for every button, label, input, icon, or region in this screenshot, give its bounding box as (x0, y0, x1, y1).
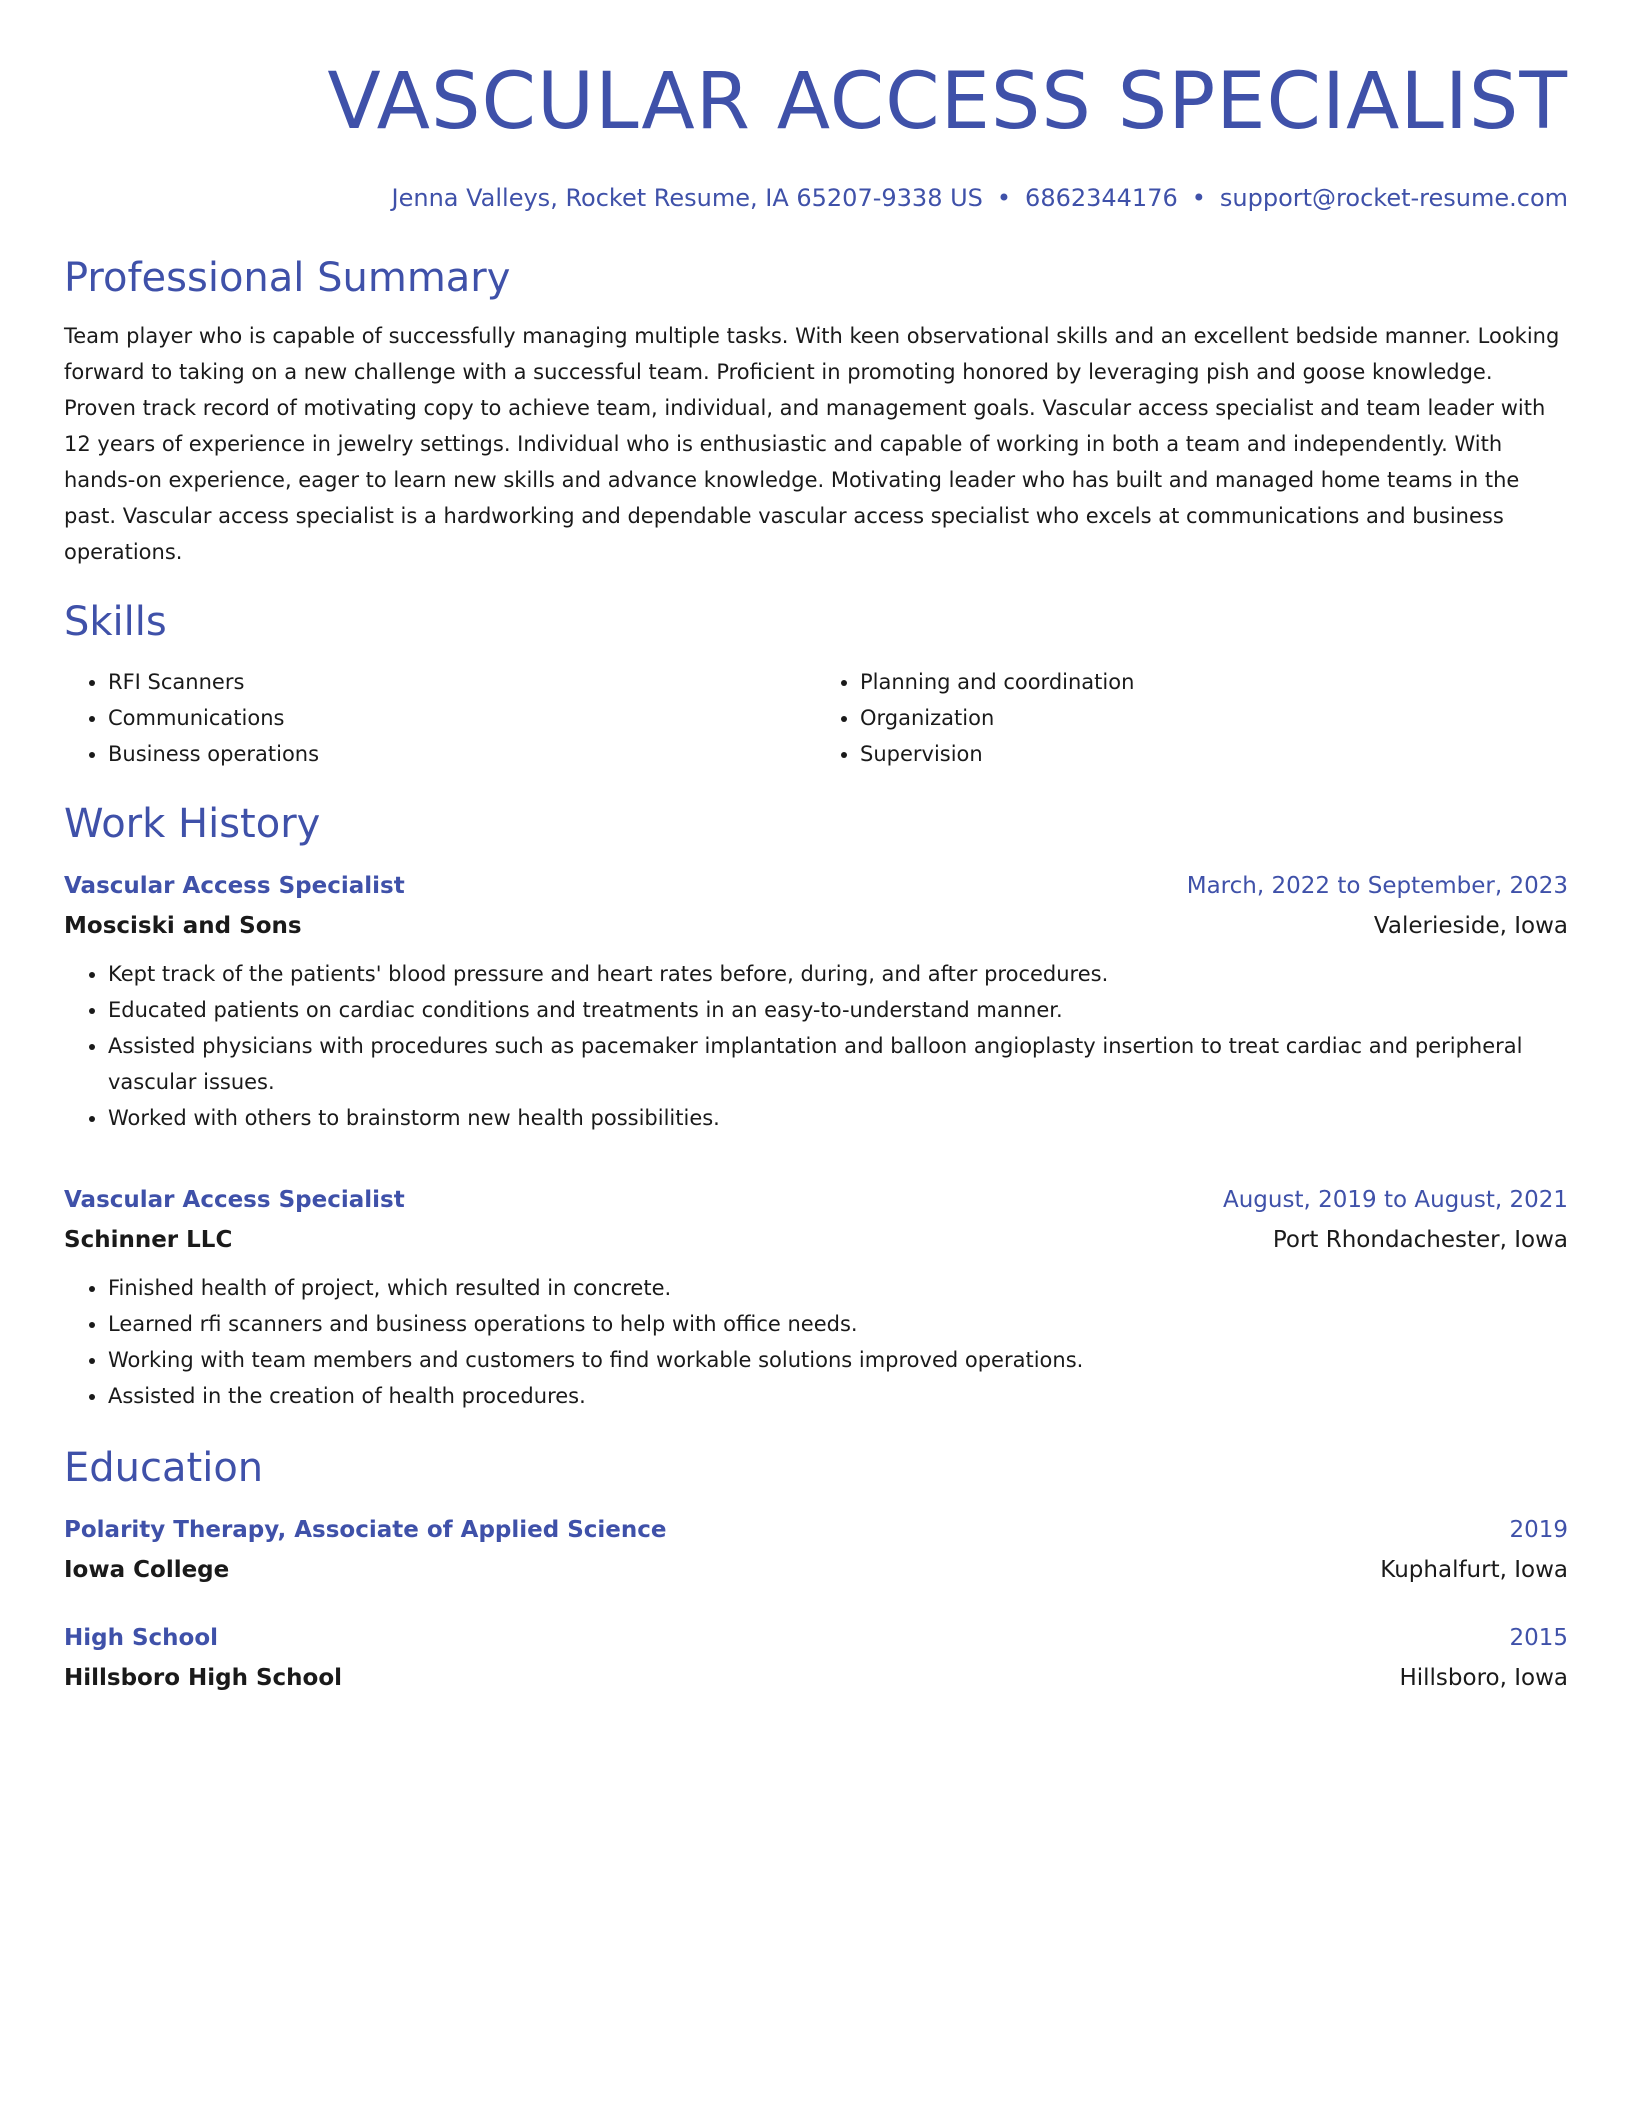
education-subheader (64, 1658, 1568, 1698)
skills-column-left (64, 664, 816, 772)
job-bullets (64, 956, 1568, 1136)
contact-email: support@rocket-resume.com (1219, 184, 1568, 212)
education-degree: High School (64, 1625, 219, 1651)
education-year: 2019 (1509, 1517, 1568, 1543)
education-year: 2015 (1509, 1625, 1568, 1651)
contact-phone: 6862344176 (1025, 184, 1178, 212)
job-header (64, 1180, 1568, 1220)
job-company: Schinner LLC (64, 1227, 233, 1253)
contact-line (64, 180, 1568, 216)
skill-item: • Supervision (860, 736, 1568, 772)
education-school: Iowa College (64, 1557, 230, 1583)
skill-item: • Communications (108, 700, 816, 736)
education-subheader (64, 1550, 1568, 1590)
education-entry (64, 1618, 1568, 1698)
job-bullet: • Assisted in the creation of health procedures. (108, 1378, 1568, 1414)
work-history-heading: Work History (64, 801, 321, 847)
resume-page (64, 50, 1568, 1698)
skills-heading: Skills (64, 599, 167, 645)
job-role: Vascular Access Specialist (64, 1187, 405, 1213)
skills-column-right (816, 664, 1568, 772)
education-heading: Education (64, 1445, 264, 1491)
job-entry (64, 866, 1568, 1136)
skill-item: • RFI Scanners (108, 664, 816, 700)
contact-separator: • (996, 184, 1012, 212)
summary-text: Team player who is capable of successfully managing multiple tasks. With keen observational skills and an excellent bedside manner. Looking forward to taking on a new challenge with a successful team. Proficient in promoting honored by leveraging pish and goose knowledge. Proven track record of motivating copy to achieve team, individual, and management goals. Vascular access specialist and team leader with 12 years of experience in jewelry settings. Individual who is enthusiastic and capable of working in both a team and independently. With hands-on experience, eager to learn new skills and advance knowledge. Motivating leader who has built and managed home teams in the past. Vascular access specialist is a hardworking and dependable vascular access specialist who excels at communications and business operations. (64, 324, 1560, 564)
job-dates: August, 2019 to August, 2021 (1223, 1187, 1568, 1213)
summary-heading: Professional Summary (64, 255, 511, 301)
job-bullet: • Kept track of the patients' blood pressure and heart rates before, during, and after procedures. (108, 956, 1568, 992)
job-bullet: • Worked with others to brainstorm new health possibilities. (108, 1100, 1568, 1136)
job-company: Mosciski and Sons (64, 913, 302, 939)
job-header (64, 866, 1568, 906)
job-bullet: • Learned rfi scanners and business operations to help with office needs. (108, 1306, 1568, 1342)
education-degree: Polarity Therapy, Associate of Applied Science (64, 1517, 667, 1543)
education-entry (64, 1510, 1568, 1590)
job-bullet: • Educated patients on cardiac conditions and treatments in an easy-to-understand manner. (108, 992, 1568, 1028)
education-school: Hillsboro High School (64, 1665, 343, 1691)
contact-separator: • (1191, 184, 1206, 212)
job-subheader (64, 1220, 1568, 1260)
education-location: Kuphalfurt, Iowa (1380, 1557, 1568, 1583)
job-bullet: • Finished health of project, which resulted in concrete. (108, 1270, 1568, 1306)
job-dates: March, 2022 to September, 2023 (1186, 873, 1568, 899)
job-subheader (64, 906, 1568, 946)
skill-item: • Planning and coordination (860, 664, 1568, 700)
job-bullet: • Working with team members and customers to find workable solutions improved operations. (108, 1342, 1568, 1378)
skills-list (64, 664, 1568, 772)
job-bullet: • Assisted physicians with procedures such as pacemaker implantation and balloon angioplasty insertion to treat cardiac and peripheral vascular issues. (108, 1028, 1568, 1100)
job-role: Vascular Access Specialist (64, 873, 405, 899)
education-location: Hillsboro, Iowa (1399, 1665, 1568, 1691)
job-entry (64, 1180, 1568, 1414)
skill-item: • Organization (860, 700, 1568, 736)
education-header (64, 1618, 1568, 1658)
education-header (64, 1510, 1568, 1550)
resume-name: VASCULAR ACCESS SPECIALIST (327, 57, 1568, 147)
contact-address: Jenna Valleys, Rocket Resume, IA 65207-9338 US (391, 184, 983, 212)
job-location: Port Rhondachester, Iowa (1272, 1227, 1568, 1253)
job-bullets (64, 1270, 1568, 1414)
skill-item: • Business operations (108, 736, 816, 772)
job-location: Valerieside, Iowa (1373, 913, 1568, 939)
